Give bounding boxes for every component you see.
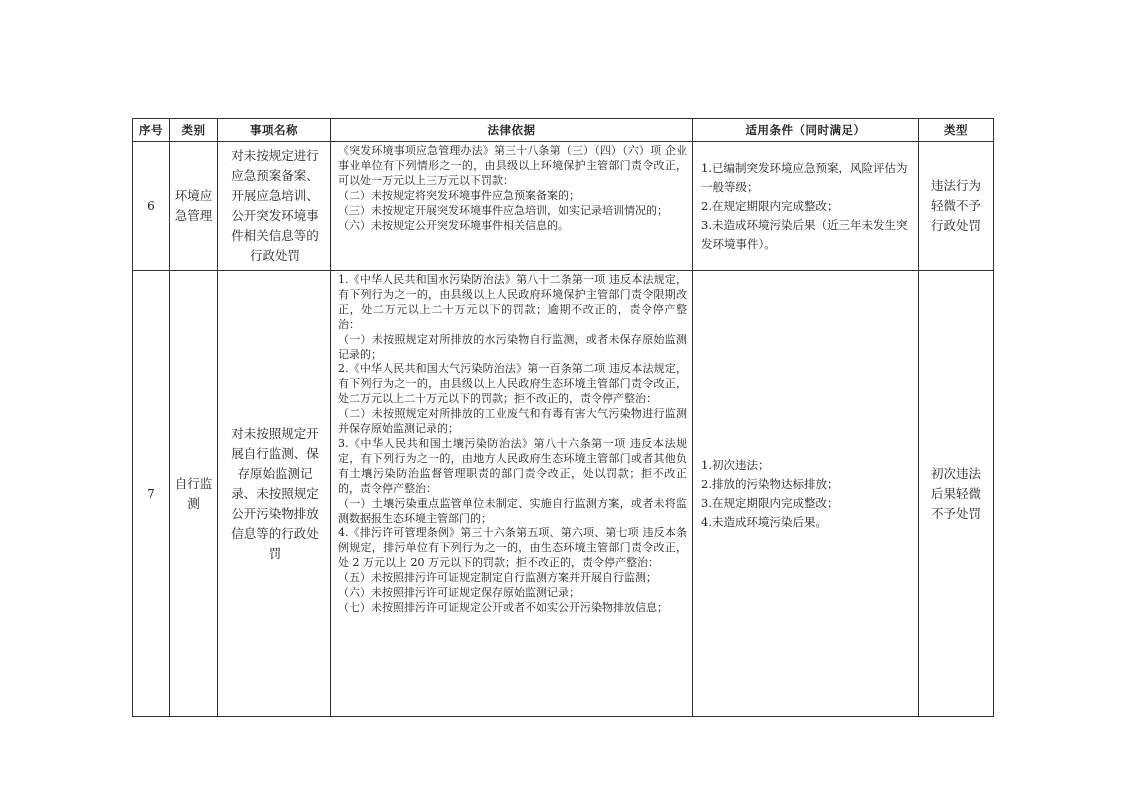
law-line: （三）未按规定开展突发环境事件应急培训，如实记录培训情况的； (338, 203, 668, 217)
header-type: 类型 (919, 119, 994, 142)
row-item-name: 对未按规定进行应急预案备案、开展应急培训、公开突发环境事件相关信息等的行政处罚 (218, 142, 331, 271)
law-line: （二）未按规定将突发环境事件应急预案备案的； (338, 188, 580, 202)
row-conditions (693, 142, 919, 271)
law-line: （二）未按照规定对所排放的工业废气和有毒有害大气污染物进行监测并保存原始监测记录的； (338, 407, 687, 436)
law-line: （七）未按照排污许可证规定公开或者不如实公开污染物排放信息； (338, 600, 668, 614)
condition-line: 3.在规定期限内完成整改； (701, 495, 839, 510)
law-line: （六）未按规定公开突发环境事件相关信息的。 (338, 218, 569, 232)
condition-line: 1.初次违法； (701, 457, 770, 472)
row-legal-basis (331, 271, 693, 717)
law-line: 1.《中华人民共和国水污染防治法》第八十二条第一项 违反本法规定，有下列行为之一的，由县级以上人民政府环境保护主管部门责令限期改正，处二万元以上二十万元以下的罚款；逾期不改正的，责令停产整治： (338, 273, 687, 331)
penalty-table (132, 118, 994, 717)
row-category: 自行监测 (170, 271, 218, 717)
row-item-name: 对未按照规定开展自行监测、保存原始监测记录、未按照规定公开污染物排放信息等的行政处罚 (218, 271, 331, 717)
law-line: 2.《中华人民共和国大气污染防治法》第一百条第二项 违反本法规定，有下列行为之一的，由县级以上人民政府生态环境主管部门责令改正，处二万元以上二十万元以下的罚款；拒不改正的，责令停产整治： (338, 362, 687, 406)
header-conditions: 适用条件（同时满足） (693, 119, 919, 142)
table-header-row (133, 119, 994, 142)
condition-line: 1.已编制突发环境应急预案，风险评估为一般等级； (701, 160, 908, 194)
row-conditions (693, 271, 919, 717)
header-no: 序号 (133, 119, 170, 142)
row-type: 初次违法后果轻微不予处罚 (919, 271, 994, 717)
condition-line: 4.未造成环境污染后果。 (701, 514, 827, 529)
table-row (133, 271, 994, 717)
row-legal-basis (331, 142, 693, 271)
law-line: 《突发环境事项应急管理办法》第三十八条第（三）（四）（六）项 企业事业单位有下列情形之一的，由县级以上环境保护主管部门责令改正，可以处一万元以上三万元以下罚款： (338, 144, 687, 187)
header-item: 事项名称 (218, 119, 331, 142)
condition-line: 2.在规定期限内完成整改； (701, 198, 839, 213)
row-number: 7 (133, 271, 170, 717)
condition-line: 2.排放的污染物达标排放； (701, 476, 839, 491)
law-line: 4.《排污许可管理条例》第三十六条第五项、第六项、第七项 违反本条例规定，排污单位有下列行为之一的，由生态环境主管部门责令改正，处 2 万元以上 20 万元以下的罚款；拒不改正的，责令停产整治： (338, 526, 687, 570)
row-category: 环境应急管理 (170, 142, 218, 271)
law-line: （一）未按照规定对所排放的水污染物自行监测，或者未保存原始监测记录的； (338, 332, 687, 361)
row-type: 违法行为轻微不予行政处罚 (919, 142, 994, 271)
law-line: （一）土壤污染重点监管单位未制定、实施自行监测方案，或者未将监测数据报生态环境主管部门的； (338, 496, 687, 525)
table-row (133, 142, 994, 271)
row-number: 6 (133, 142, 170, 271)
law-line: 3.《中华人民共和国土壤污染防治法》第八十六条第一项 违反本法规定，有下列行为之一的，由地方人民政府生态环境主管部门或者其他负有土壤污染防治监督管理职责的部门责令改正，处以罚款；拒不改正的，责令停产整治： (338, 436, 687, 495)
law-line: （五）未按照排污许可证规定制定自行监测方案并开展自行监测； (338, 571, 657, 585)
header-category: 类别 (170, 119, 218, 142)
header-law: 法律依据 (331, 119, 693, 142)
condition-line: 3.未造成环境污染后果（近三年未发生突发环境事件）。 (701, 217, 908, 251)
law-line: （六）未按照排污许可证规定保存原始监测记录； (338, 586, 580, 600)
